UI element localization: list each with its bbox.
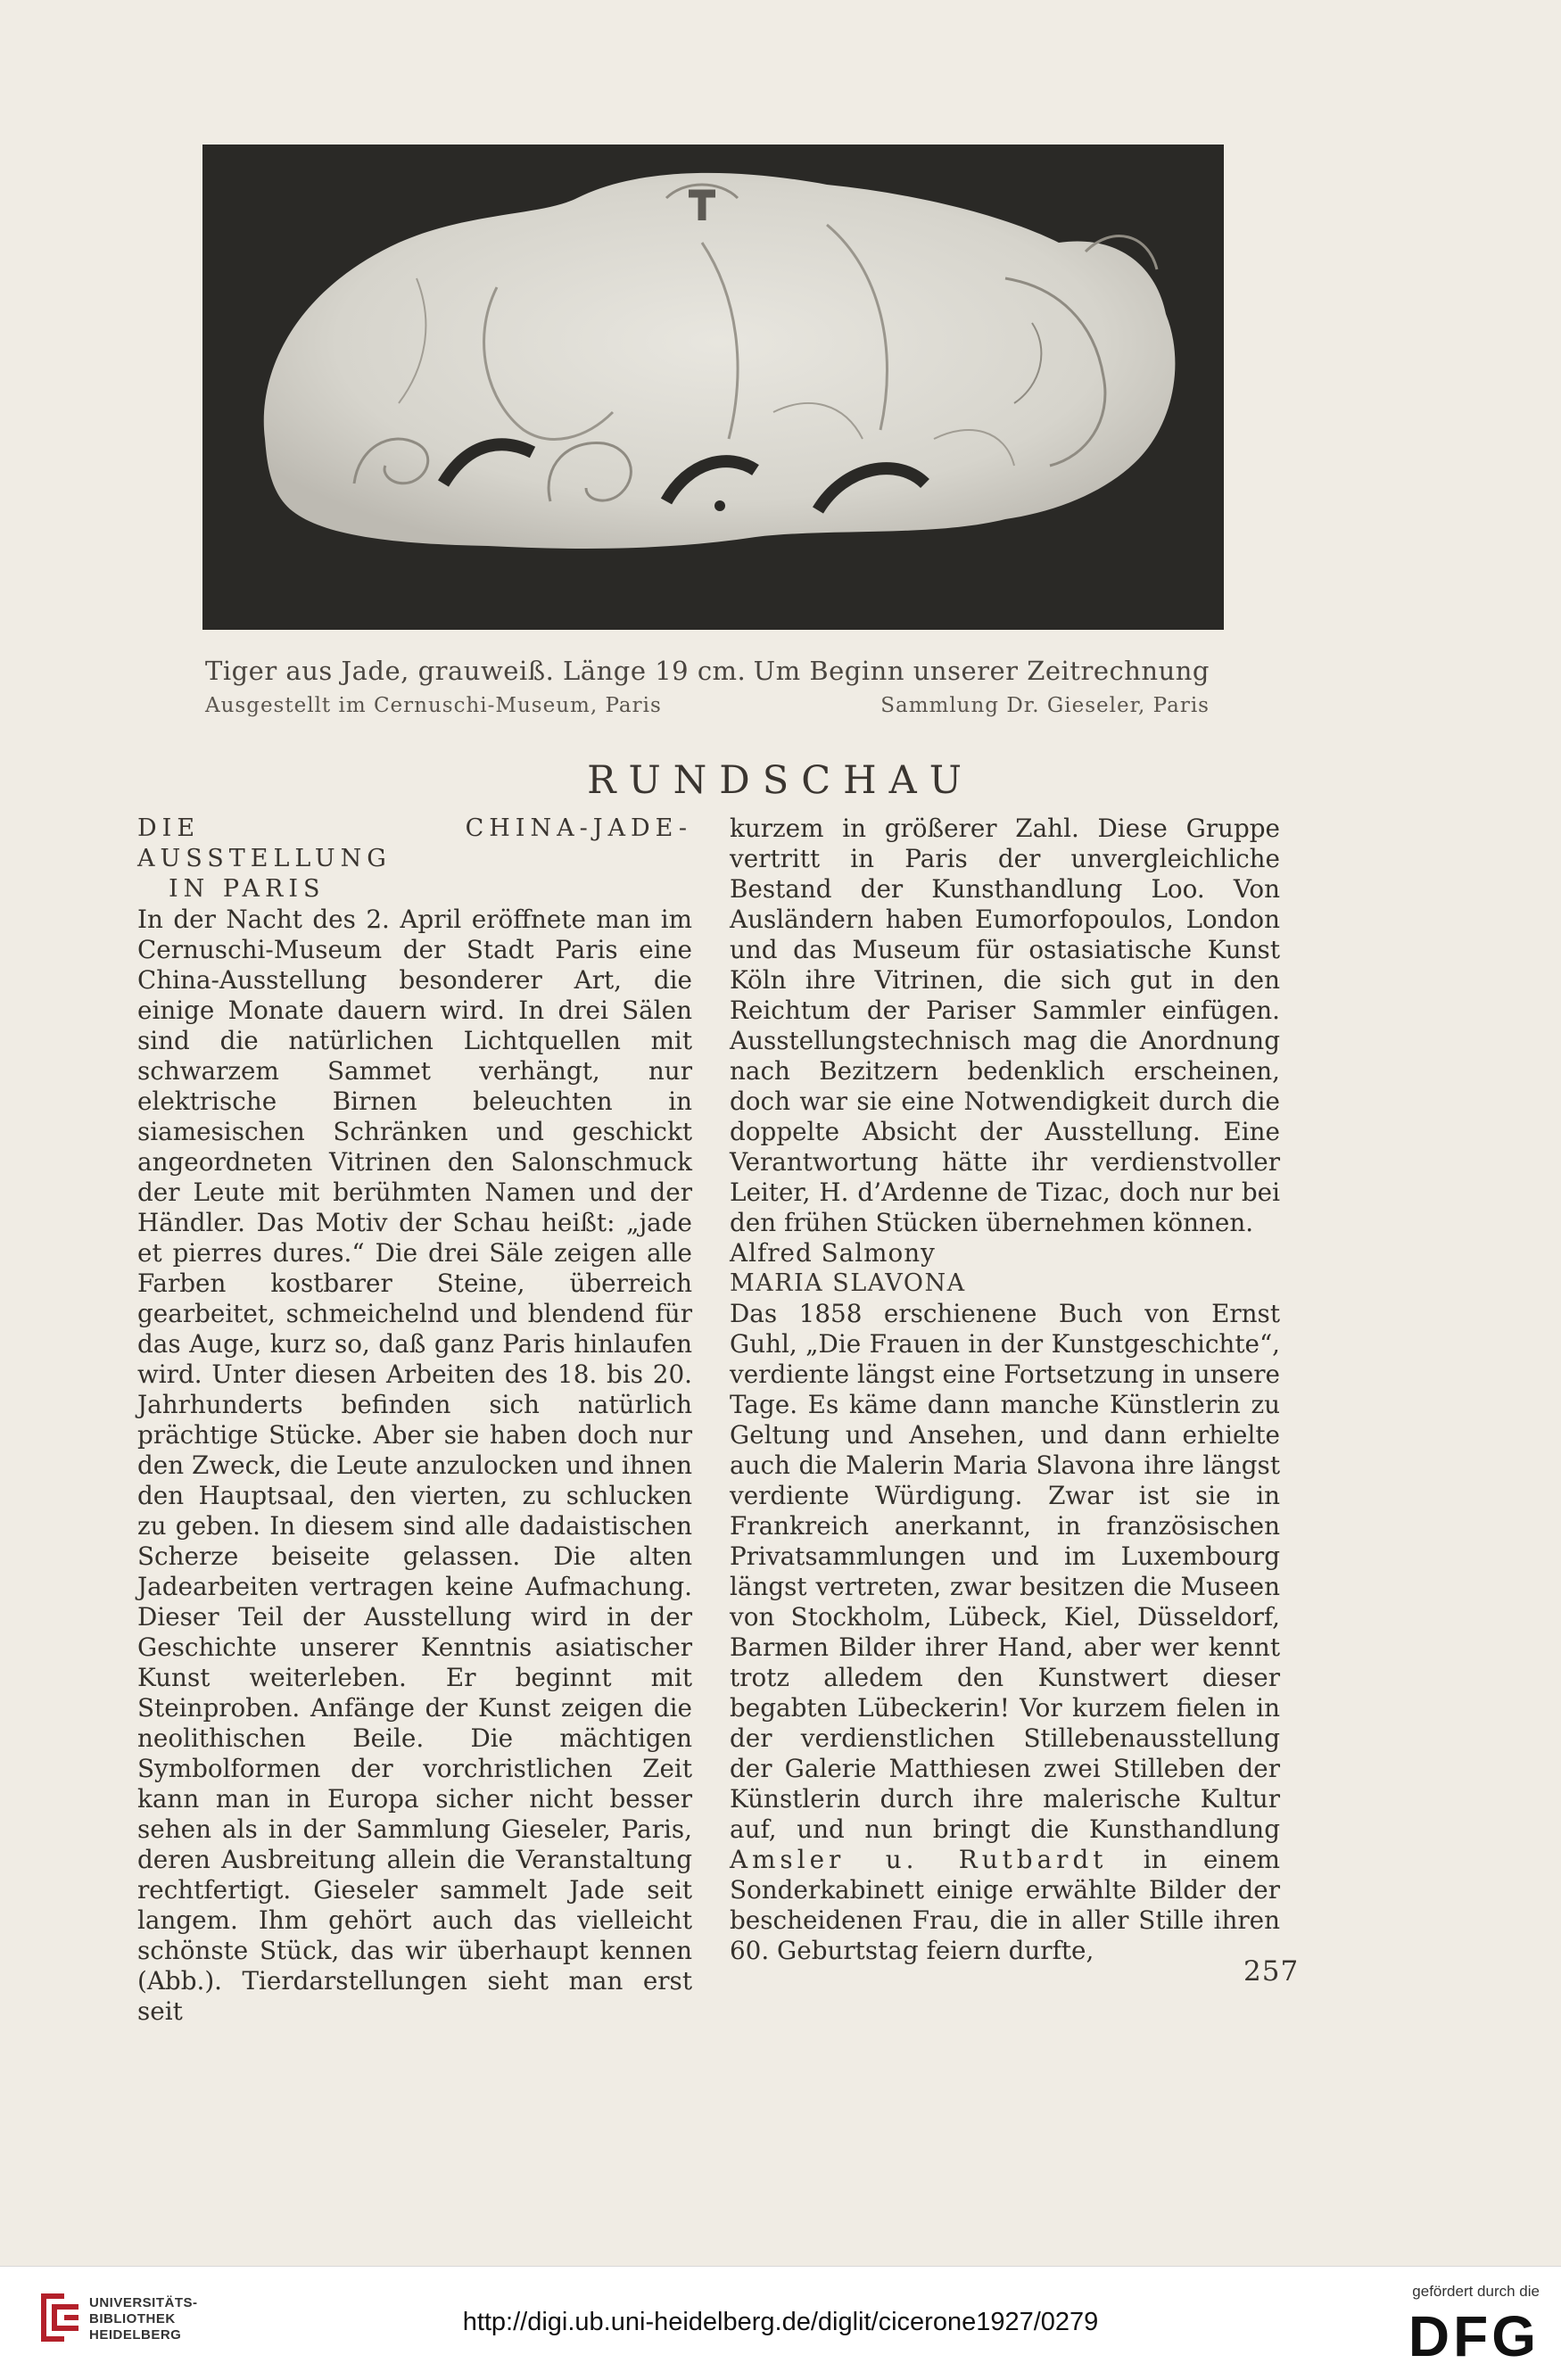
funded-by-label: gefördert durch die bbox=[1412, 2283, 1540, 2300]
digitization-footer bbox=[0, 2266, 1561, 2380]
page-number: 257 bbox=[1243, 1955, 1300, 1987]
library-name-line2: BIBLIOTHEK bbox=[89, 2311, 176, 2326]
section-title: RUNDSCHAU bbox=[587, 758, 974, 803]
jade-tiger-illustration bbox=[202, 145, 1224, 630]
slavona-text-end: in einem Sonderkabinett einige erwählte Bilder der bescheidenen Frau, die in aller Stille ihren 60. Geburtstag feiern durfte, bbox=[730, 1845, 1280, 1965]
caption-title: Tiger aus Jade, grauweiß. Länge 19 cm. bbox=[205, 656, 747, 686]
article-heading-continued: IN PARIS bbox=[169, 875, 326, 903]
article-body: In der Nacht des 2. April eröffnete man im Cernuschi-Museum der Stadt Paris eine China-Ausstellung besonderer Art, die einige Monate dauern wird. In drei Sälen sind die natürlichen Lichtquellen mit schwarzem Sammet verhängt, nur elektrische Birnen beleuchten in siamesischen Schränken und geschickt angeordneten Vitrinen den Salonschmuck der Leute mit berühmten Namen und der Händler. Das Motiv der Schau heißt: „jade et pierres dures.“ Die drei Säle zeigen alle Farben kostbarer Steine, überreich gearbeitet, schmeichelnd und blendend für das Auge, kurz so, daß ganz Paris hinlaufen wird. Unter diesen Arbeiten des 18. bis 20. Jahrhunderts befinden sich natürlich prächtige Stücke. Aber sie haben doch nur den Zweck, die Leute anzulocken und ihnen den Hauptsaal, den vierten, zu schlucken zu geben. In diesem sind alle dadaistischen Scherze beiseite gelassen. Die alten Jadearbeiten vertragen keine Aufmachung. Dieser Teil der Ausstellung wird in der Geschichte unserer Kenntnis asiatischer Kunst weiterleben. Er beginnt mit Steinproben. Anfänge der Kunst zeigen die neolithischen Beile. Die mächtigen Symbolformen der vorchristlichen Zeit kann man in Europa sicher nicht besser sehen als in der Sammlung Gieseler, Paris, deren Ausbreitung allein die Veranstaltung rechtfertigt. Gieseler sammelt Jade seit langem. Ihm gehört auch das vielleicht schönste Stück, das wir überhaupt kennen (Abb.). Tierdarstellungen sieht man erst seit bbox=[137, 905, 692, 2026]
figure-credit bbox=[205, 694, 1210, 717]
jade-tiger-photo bbox=[202, 145, 1224, 630]
library-name-line3: HEIDELBERG bbox=[89, 2327, 182, 2343]
column-left bbox=[137, 814, 692, 2027]
article-heading-slavona: MARIA SLAVONA bbox=[730, 1269, 966, 1297]
slavona-text-start: Das 1858 erschienene Buch von Ernst Guhl, „Die Frauen in der Kunstgeschichte“, verdiente längst eine Fortsetzung in unsere Tage. Es käme dann manche Künstlerin zu Geltung und Ansehen, und dann erhielte auch die Malerin Maria Slavona ihre längst verdiente Würdigung. Zwar ist sie in Frankreich anerkannt, in französischen Privatsammlungen und im Luxembourg längst vertreten, zwar besitzen die Museen von Stockholm, Lübeck, Kiel, Düsseldorf, Barmen Bilder ihrer Hand, aber wer kennt trotz alledem den Kunstwert dieser begabten Lübeckerin! Vor kurzem fielen in der verdienstlichen Stillebenausstellung der Galerie Matthiesen zwei Stilleben der Künstlerin durch ihre malerische Kultur auf, und nun bringt die Kunsthandlung bbox=[730, 1299, 1280, 1844]
caption-exhibited: Ausgestellt im Cernuschi-Museum, Paris bbox=[205, 694, 662, 717]
caption-collection: Sammlung Dr. Gieseler, Paris bbox=[880, 694, 1210, 717]
dfg-logo: DFG bbox=[1408, 2304, 1540, 2368]
column-right bbox=[730, 814, 1280, 1966]
caption-dating: Um Beginn unserer Zeitrechnung bbox=[753, 656, 1210, 686]
article-heading: DIE CHINA-JADE-AUSSTELLUNG bbox=[137, 814, 692, 872]
article-author: Alfred Salmony bbox=[730, 1238, 936, 1268]
gallery-name: Amsler u. Rutbardt bbox=[730, 1845, 1108, 1874]
article-body-slavona bbox=[730, 1299, 1280, 1966]
library-name-line1: UNIVERSITÄTS- bbox=[89, 2295, 198, 2310]
permalink[interactable]: http://digi.ub.uni-heidelberg.de/diglit/cicerone1927/0279 bbox=[462, 2308, 1099, 2336]
article-body-continued: kurzem in größerer Zahl. Diese Gruppe vertritt in Paris der unvergleichliche Bestand der Kunsthandlung Loo. Von Ausländern haben Eumorfopoulos, London und das Museum für ostasiatische Kunst Köln ihre Vitrinen, die sich gut in den Reichtum der Pariser Sammler einfügen. Ausstellungstechnisch mag die Anordnung nach Bezitzern bedenklich erscheinen, doch war sie eine Notwendigkeit durch die doppelte Absicht der Ausstellung. Eine Verantwortung hätte ihr verdienstvoller Leiter, H. d’Ardenne de Tizac, doch nur bei den frühen Stücken übernehmen können. bbox=[730, 814, 1280, 1237]
figure-caption bbox=[205, 656, 1210, 686]
